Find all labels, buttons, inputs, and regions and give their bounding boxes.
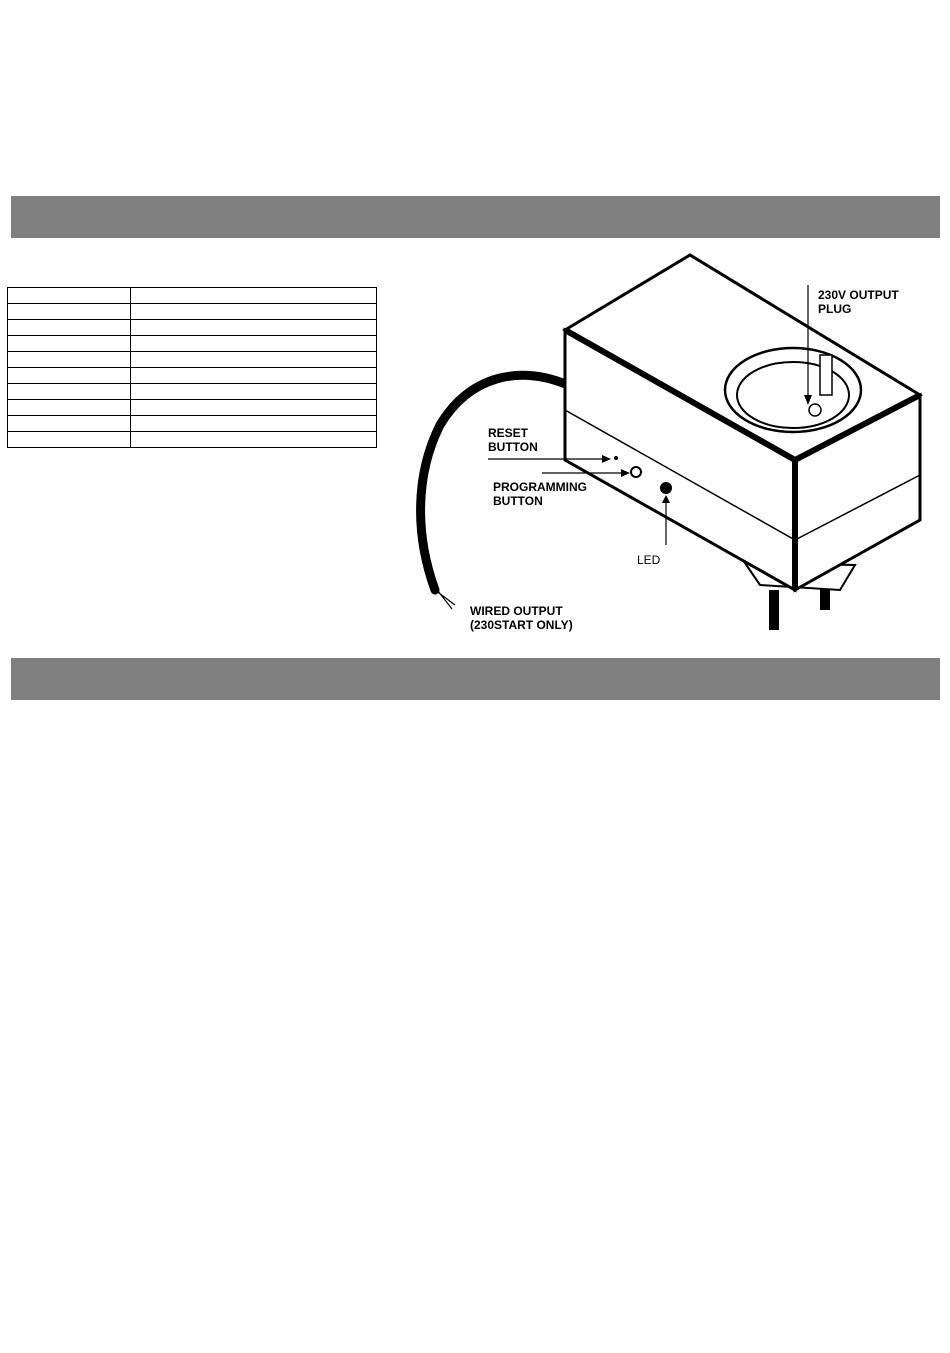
table-cell-label: [8, 352, 131, 368]
table-row: [8, 400, 377, 416]
table-cell-label: [8, 304, 131, 320]
table-row: [8, 288, 377, 304]
reset-button: [614, 456, 618, 460]
table-cell-label: [8, 400, 131, 416]
table-cell-label: [8, 288, 131, 304]
table-cell-label: [8, 384, 131, 400]
label-wired-output-2: (230START ONLY): [470, 618, 573, 632]
table-cell-value: [131, 320, 377, 336]
led-indicator: [660, 482, 672, 494]
table-cell-value: [131, 288, 377, 304]
table-row: [8, 320, 377, 336]
table-cell-label: [8, 368, 131, 384]
programming-button: [631, 467, 641, 477]
table-row: [8, 384, 377, 400]
table-row: [8, 416, 377, 432]
label-led: LED: [637, 553, 661, 567]
label-reset: RESET: [488, 426, 529, 440]
table-row: [8, 368, 377, 384]
section-header-bar-top: [11, 196, 940, 238]
label-output-plug-2: PLUG: [818, 302, 852, 316]
label-wired-output: WIRED OUTPUT: [470, 604, 563, 618]
table-cell-value: [131, 336, 377, 352]
table-cell-value: [131, 368, 377, 384]
table-row: [8, 336, 377, 352]
table-row: [8, 352, 377, 368]
cable-wire-ends: [435, 590, 455, 609]
label-programming-2: BUTTON: [493, 494, 543, 508]
table-cell-value: [131, 400, 377, 416]
table-cell-label: [8, 416, 131, 432]
plug-pin: [769, 590, 779, 630]
table-cell-value: [131, 304, 377, 320]
label-programming: PROGRAMMING: [493, 480, 587, 494]
table-cell-value: [131, 384, 377, 400]
device-diagram: [400, 245, 945, 645]
label-reset-2: BUTTON: [488, 440, 538, 454]
table-cell-value: [131, 416, 377, 432]
table-cell-label: [8, 432, 131, 448]
specification-table: [7, 287, 377, 448]
table-cell-value: [131, 432, 377, 448]
table-cell-label: [8, 336, 131, 352]
section-header-bar-bottom: [11, 658, 940, 700]
label-output-plug: 230V OUTPUT: [818, 288, 899, 302]
table-row: [8, 432, 377, 448]
table-cell-value: [131, 352, 377, 368]
table-cell-label: [8, 320, 131, 336]
table-row: [8, 304, 377, 320]
